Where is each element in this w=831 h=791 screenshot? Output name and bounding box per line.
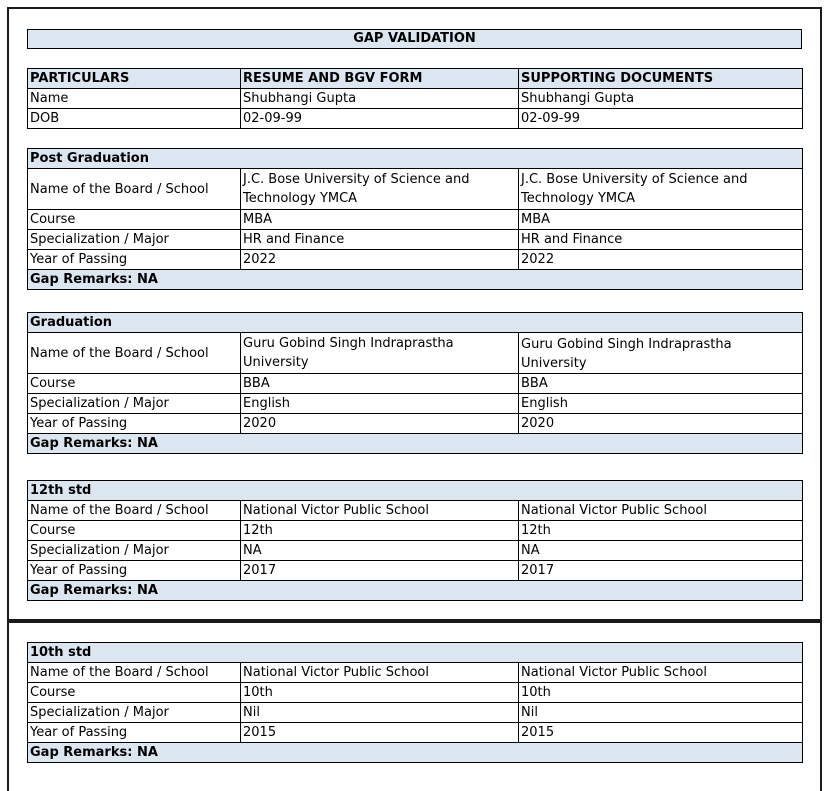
docs-value: English: [519, 394, 803, 414]
docs-value: BBA: [519, 374, 803, 394]
resume-value: HR and Finance: [241, 230, 519, 250]
table-row: [28, 683, 803, 703]
resume-value: 12th: [241, 521, 519, 541]
row-label: Name: [28, 89, 241, 109]
table-row: [28, 561, 803, 581]
row-label: Specialization / Major: [28, 230, 241, 250]
row-label: Year of Passing: [28, 723, 241, 743]
docs-value: NA: [519, 541, 803, 561]
resume-value: 2017: [241, 561, 519, 581]
section-graduation: [27, 312, 802, 454]
section-table: [27, 642, 803, 763]
table-row: [28, 169, 803, 210]
section-table: [27, 148, 803, 290]
row-label: Year of Passing: [28, 250, 241, 270]
section-post-graduation: [27, 148, 802, 290]
table-row: [28, 89, 803, 109]
resume-value: BBA: [241, 374, 519, 394]
row-label: Name of the Board / School: [28, 333, 241, 374]
resume-value: 02-09-99: [241, 109, 519, 129]
table-row: [28, 541, 803, 561]
table-row: [28, 723, 803, 743]
table-row: [28, 210, 803, 230]
section-12th-std: [27, 480, 802, 601]
table-row: [28, 663, 803, 683]
table-row: [28, 394, 803, 414]
row-label: Year of Passing: [28, 414, 241, 434]
docs-value: HR and Finance: [519, 230, 803, 250]
docs-value: National Victor Public School: [519, 663, 803, 683]
docs-value: MBA: [519, 210, 803, 230]
row-label: Course: [28, 210, 241, 230]
table-row: [28, 109, 803, 129]
resume-value: Guru Gobind Singh Indraprastha University: [241, 333, 519, 374]
resume-value: 2015: [241, 723, 519, 743]
row-label: Course: [28, 683, 241, 703]
resume-value: 2020: [241, 414, 519, 434]
resume-value: J.C. Bose University of Science and Technology YMCA: [241, 169, 519, 210]
resume-value: MBA: [241, 210, 519, 230]
page-title: GAP VALIDATION: [27, 29, 802, 49]
docs-value: 10th: [519, 683, 803, 703]
gap-remarks: Gap Remarks: NA: [28, 743, 803, 763]
row-label: Specialization / Major: [28, 541, 241, 561]
row-label: Name of the Board / School: [28, 663, 241, 683]
table-row: [28, 250, 803, 270]
particulars-block: [27, 68, 802, 129]
header-particulars: PARTICULARS: [28, 69, 241, 89]
resume-value: Shubhangi Gupta: [241, 89, 519, 109]
resume-value: Nil: [241, 703, 519, 723]
docs-value: 02-09-99: [519, 109, 803, 129]
section-title: Graduation: [28, 313, 803, 333]
gap-remarks: Gap Remarks: NA: [28, 434, 803, 454]
table-row: [28, 333, 803, 374]
section-table: [27, 312, 803, 454]
section-10th-std: [27, 642, 802, 763]
resume-value: English: [241, 394, 519, 414]
resume-value: NA: [241, 541, 519, 561]
resume-value: 2022: [241, 250, 519, 270]
docs-value: Guru Gobind Singh Indraprastha University: [519, 333, 803, 374]
docs-value: 2017: [519, 561, 803, 581]
docs-value: 2015: [519, 723, 803, 743]
section-table: [27, 480, 803, 601]
table-row: [28, 501, 803, 521]
gap-remarks: Gap Remarks: NA: [28, 581, 803, 601]
resume-value: National Victor Public School: [241, 663, 519, 683]
table-row: [28, 374, 803, 394]
row-label: Name of the Board / School: [28, 501, 241, 521]
header-resume: RESUME AND BGV FORM: [241, 69, 519, 89]
header-docs: SUPPORTING DOCUMENTS: [519, 69, 803, 89]
table-row: [28, 230, 803, 250]
gap-remarks: Gap Remarks: NA: [28, 270, 803, 290]
resume-value: 10th: [241, 683, 519, 703]
section-title: 12th std: [28, 481, 803, 501]
header-row: [28, 69, 803, 89]
docs-value: 2020: [519, 414, 803, 434]
row-label: Year of Passing: [28, 561, 241, 581]
table-row: [28, 703, 803, 723]
section-title: Post Graduation: [28, 149, 803, 169]
row-label: Course: [28, 374, 241, 394]
row-label: Course: [28, 521, 241, 541]
row-label: Specialization / Major: [28, 703, 241, 723]
docs-value: Shubhangi Gupta: [519, 89, 803, 109]
section-title: 10th std: [28, 643, 803, 663]
docs-value: 12th: [519, 521, 803, 541]
table-row: [28, 414, 803, 434]
docs-value: National Victor Public School: [519, 501, 803, 521]
docs-value: 2022: [519, 250, 803, 270]
table-row: [28, 521, 803, 541]
row-label: DOB: [28, 109, 241, 129]
row-label: Name of the Board / School: [28, 169, 241, 210]
row-label: Specialization / Major: [28, 394, 241, 414]
docs-value: J.C. Bose University of Science and Technology YMCA: [519, 169, 803, 210]
particulars-table: [27, 68, 803, 129]
docs-value: Nil: [519, 703, 803, 723]
resume-value: National Victor Public School: [241, 501, 519, 521]
